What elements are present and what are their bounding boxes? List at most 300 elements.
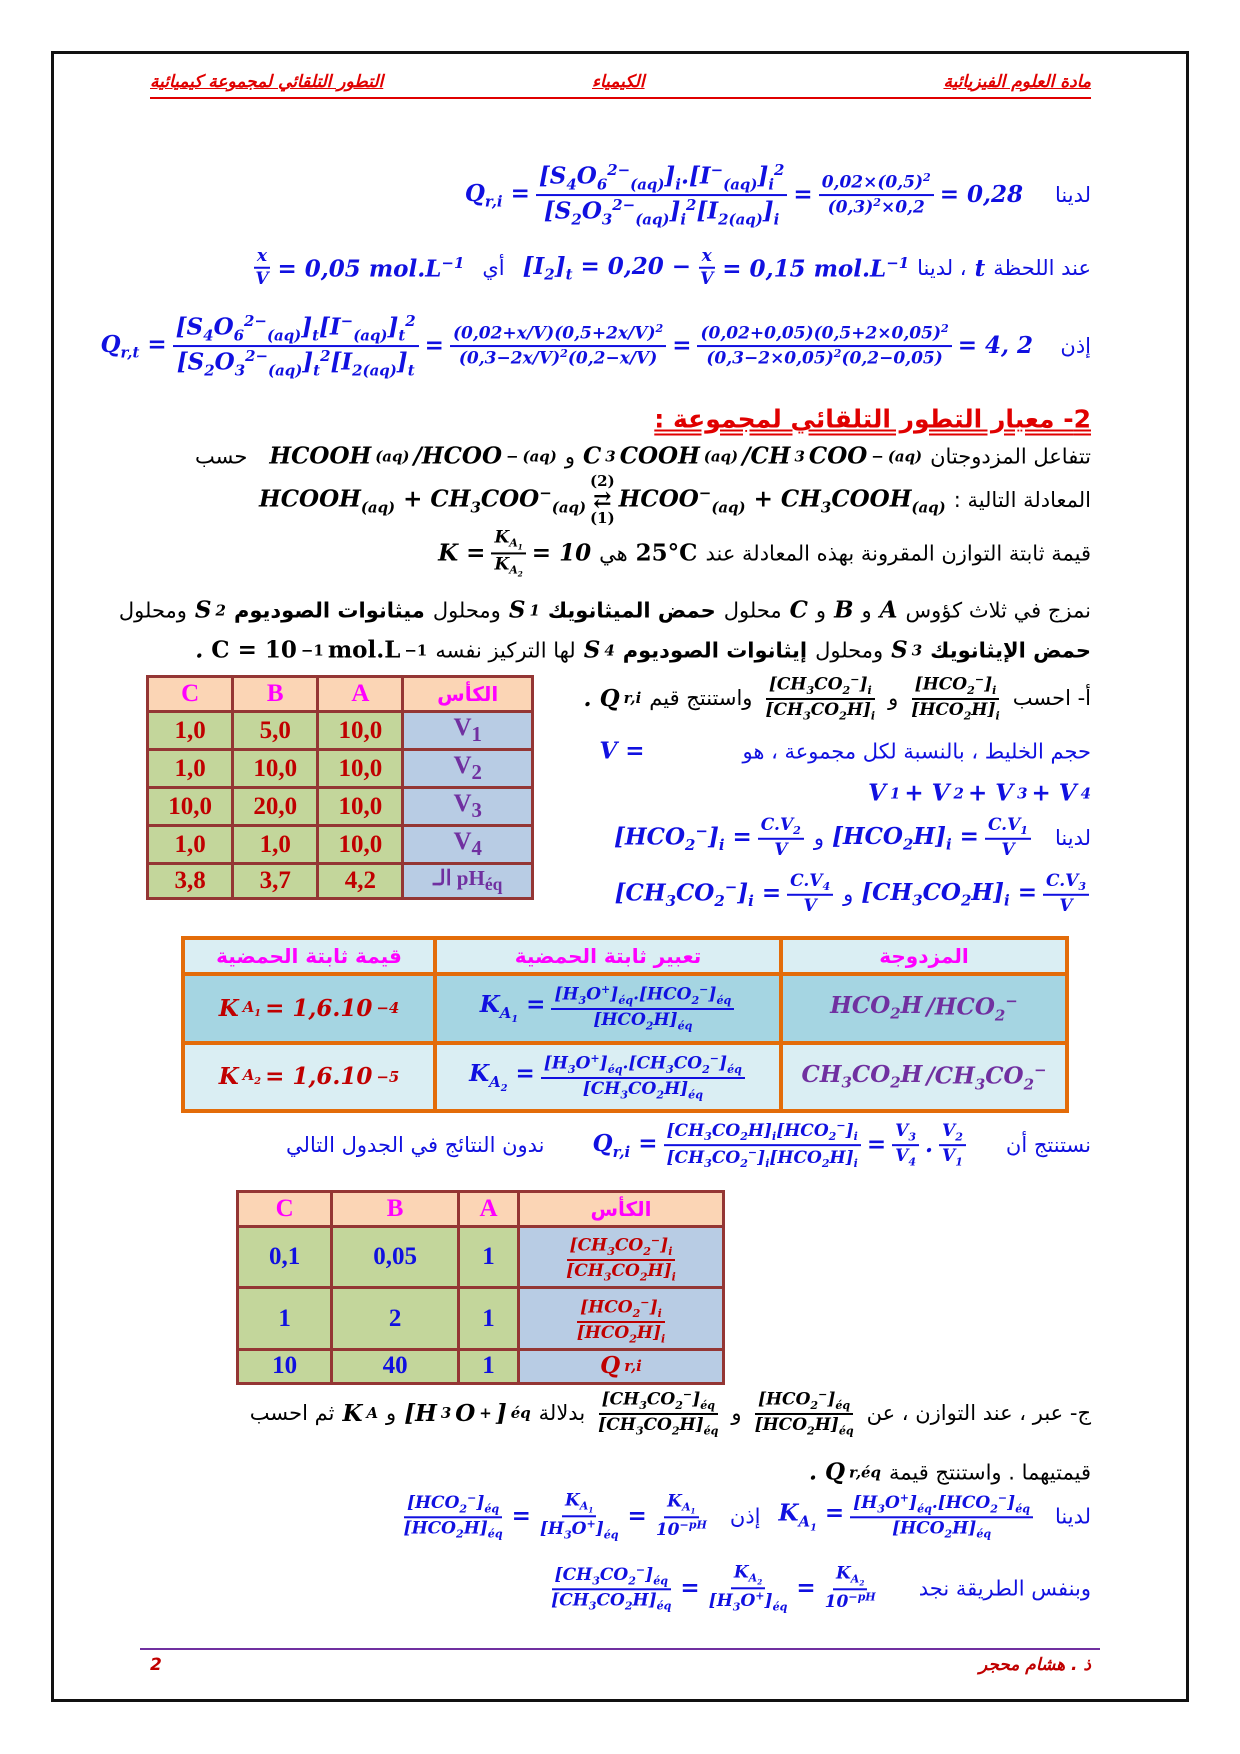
cell: 0,05 — [332, 1227, 459, 1288]
row-label: $V_2$ — [403, 750, 533, 788]
header-cell: الكأس — [403, 677, 533, 712]
cell: 1,0 — [233, 826, 318, 864]
label: إذن — [1060, 334, 1091, 358]
equals: = — [511, 1502, 531, 1530]
denominator: $[S_2O_3^{2-}_{(aq)}]_t^2[I_{2(aq)}]_t$ — [176, 347, 415, 380]
paragraph-equation — [259, 474, 1091, 526]
s1: S 1 — [508, 596, 540, 624]
fraction — [173, 312, 419, 380]
text: . — [583, 684, 592, 712]
question-c — [250, 1388, 1091, 1438]
text: حسب — [195, 444, 248, 468]
denominator: V — [255, 269, 269, 289]
question-c-2 — [809, 1459, 1091, 1486]
header-cell: A — [459, 1192, 519, 1227]
base: $/CH_3CO_2^-$ — [926, 1060, 1047, 1093]
header-rule — [150, 97, 1091, 99]
cell: 40 — [332, 1349, 459, 1383]
fraction — [908, 673, 1002, 723]
numerator: $[HCO_2^-]_{éq}$ — [404, 1491, 502, 1518]
table-row — [148, 750, 533, 788]
text: لدينا — [1054, 826, 1091, 850]
cell: 10 — [238, 1349, 332, 1383]
couple-cell — [781, 1043, 1067, 1112]
qrt-formula — [100, 312, 1033, 380]
fraction — [819, 171, 934, 219]
numerator: $0,02\times(0,5)^2$ — [819, 171, 934, 196]
expr: $[I_2]_t = 0,20$ − — [522, 252, 692, 284]
text: و — [813, 826, 824, 850]
cell: 1,0 — [148, 750, 233, 788]
numerator: $C.V_2$ — [758, 815, 804, 840]
base: $/HCO_2^-$ — [926, 992, 1018, 1025]
text: ومحلول — [815, 638, 884, 662]
fraction — [563, 1234, 679, 1284]
fraction — [548, 1563, 674, 1613]
sodium-methanoate: ميثانوات الصوديوم — [233, 598, 425, 622]
row-label — [519, 1349, 724, 1383]
text: . — [808, 1458, 817, 1486]
expression-cell — [435, 974, 781, 1043]
beaker-b: B — [834, 596, 854, 624]
q-symbol: $Q_{r,i}$ = — [464, 179, 530, 211]
ratio — [561, 1234, 681, 1284]
text: ج- عبر ، عند التوازن ، عن — [866, 1401, 1091, 1425]
direction-2: (2) — [590, 472, 615, 490]
numerator: $V_3$ — [892, 1121, 919, 1146]
s3: S 3 — [891, 636, 923, 664]
qri: Q r,i — [599, 684, 642, 712]
numerator: $[CH_3CO_2^-]_i$ — [567, 1234, 676, 1261]
results-table — [236, 1190, 725, 1385]
ka-expression — [469, 1052, 747, 1102]
text: . — [195, 636, 204, 664]
expr: $[CH_3CO_2H]_i$ = — [861, 878, 1037, 910]
beaker-a: A — [879, 596, 898, 624]
cell: 1 — [459, 1227, 519, 1288]
numerator: $[S_4O_6^{2-}_{(aq)}]_t[I^-_{(aq)}]_t^2$ — [173, 312, 419, 347]
acid: $HCO_2H$ — [830, 992, 923, 1023]
numerator: $V_2$ — [939, 1121, 966, 1146]
text: أي — [482, 256, 505, 280]
k-symbol: K = — [438, 539, 486, 567]
text: واستنتج قيم — [649, 686, 753, 710]
denominator: $[HCO_2H]_i$ — [911, 699, 1000, 723]
value-cell — [183, 1043, 435, 1112]
fraction — [574, 1296, 668, 1346]
qrt-line — [100, 312, 1091, 380]
formula — [399, 1490, 712, 1541]
denominator: $[HCO_2H]_{éq}$ — [593, 1010, 693, 1033]
ethanoic-acid: حمض الإيثانويك — [930, 638, 1091, 662]
fraction — [985, 815, 1031, 861]
result: = 10 — [531, 539, 592, 567]
numerator: $K_{A_1}$ — [562, 1490, 596, 1517]
result: = 0,05 $mol.L^{-1}$ — [277, 253, 465, 283]
numerator: $C.V_3$ — [1043, 871, 1089, 896]
couple-cell — [781, 974, 1067, 1043]
direction-1: (1) — [590, 509, 615, 527]
ka-value: K $A_2$ = 1,6.10 −5 — [218, 1063, 400, 1091]
table-row — [238, 1227, 724, 1288]
dot: . — [925, 1131, 934, 1159]
volumes-table — [146, 675, 534, 900]
table-row — [238, 1349, 724, 1383]
denominator: V — [774, 839, 788, 860]
couple — [830, 992, 1018, 1024]
fraction — [787, 871, 833, 917]
ratio — [572, 1296, 670, 1346]
text: حجم الخليط ، بالنسبة لكل مجموعة ، هو — [742, 739, 1091, 763]
text: ومحلول — [432, 598, 501, 622]
denominator: $10^{-pH}$ — [824, 1589, 876, 1612]
row-label — [519, 1288, 724, 1349]
cell: 1,0 — [148, 712, 233, 750]
fraction — [752, 1388, 857, 1438]
text: و — [843, 882, 854, 906]
header-subject: مادة العلوم الفيزيائية — [943, 72, 1091, 92]
qreq: Q r,éq — [824, 1458, 881, 1486]
numerator: $[CH_3CO_2^-]_{éq}$ — [599, 1388, 718, 1415]
footer-author: ذ . هشام محجر — [978, 1655, 1091, 1675]
numerator: $[CH_3CO_2H]_i[HCO_2^-]_i$ — [664, 1119, 861, 1146]
fraction — [664, 1119, 861, 1171]
reactants: $HCOOH_{(aq)} + CH_3COO^-_{(aq)}$ — [259, 483, 587, 517]
numerator: $K_{A_1}$ — [664, 1491, 698, 1518]
ka-value: K $A_1$ = 1,6.10 −4 — [218, 994, 400, 1022]
denominator: $V_4$ — [895, 1146, 917, 1169]
cell: 10,0 — [318, 750, 403, 788]
numerator: $[H_3O^+]_{éq}.[CH_3CO_2^-]_{éq}$ — [541, 1052, 745, 1079]
text: ومحلول — [118, 598, 187, 622]
volume-line — [599, 738, 1091, 765]
cell: 1 — [238, 1288, 332, 1349]
fraction — [1043, 871, 1089, 917]
denominator: $V_1$ — [942, 1146, 963, 1169]
denominator: V — [1001, 839, 1015, 860]
cell: 10,0 — [318, 712, 403, 750]
text: أ- احسب — [1012, 686, 1091, 710]
conc-hco2-line — [614, 815, 1091, 861]
denominator: $[HCO_2H]_{éq}$ — [892, 1517, 992, 1541]
row-label: $V_3$ — [403, 788, 533, 826]
text: قيمة ثابتة التوازن المقرونة بهذه المعادلة عند — [705, 541, 1091, 565]
expression-cell — [435, 1043, 781, 1112]
ka1-line — [399, 1490, 1091, 1541]
temperature: 25°C — [635, 539, 698, 567]
table-row — [148, 788, 533, 826]
header-lesson: التطور التلقائي لمجموعة كيميائية — [150, 72, 384, 92]
couple-acetic: C 3 COOH (aq) /CH 3 COO − (aq) — [582, 442, 923, 470]
q-symbol: $Q_{r,i}$ = — [592, 1129, 658, 1161]
fraction — [401, 1491, 506, 1541]
fraction — [697, 246, 716, 291]
text: ندون النتائج في الجدول التالي — [286, 1133, 545, 1157]
text: و — [386, 1401, 397, 1425]
text: هي — [599, 541, 628, 565]
header-chemistry: الكيمياء — [592, 72, 645, 92]
formula — [546, 1562, 881, 1613]
equals: = — [796, 1574, 816, 1602]
text: و — [815, 598, 827, 622]
denominator: $[CH_3CO_2H]_{éq}$ — [598, 1414, 719, 1438]
numerator: $K_{A_1}$ — [491, 527, 525, 554]
numerator: $[S_4O_6^{2-}_{(aq)}]_i.[I^-_{(aq)}]_i^2$ — [536, 161, 788, 196]
row-label: $V_4$ — [403, 826, 533, 864]
equals: = — [866, 1131, 887, 1159]
fraction — [541, 1052, 745, 1102]
t-symbol: t — [974, 254, 986, 282]
denominator: $[HCO_2H]_{éq}$ — [754, 1414, 854, 1438]
table-row — [148, 826, 533, 864]
fraction — [252, 246, 271, 291]
paragraph-mix-2 — [195, 637, 1091, 664]
row-label — [519, 1227, 724, 1288]
conc-ch3co2-line — [615, 871, 1091, 917]
numerator: $[CH_3CO_2^-]_i$ — [766, 673, 875, 700]
text: و — [861, 598, 872, 622]
text: محلول — [723, 598, 782, 622]
header-cell: C — [238, 1192, 332, 1227]
header-cell: تعبير ثابتة الحمضية — [435, 938, 781, 974]
value-cell — [183, 974, 435, 1043]
denominator: $[H_3O^+]_{éq}$ — [539, 1516, 619, 1541]
denominator: $[CH_3CO_2^-]_i[HCO_2H]_i$ — [666, 1146, 858, 1171]
double-arrow-icon — [590, 474, 615, 526]
table-row — [238, 1288, 724, 1349]
text: و — [888, 686, 899, 710]
acid: $CH_3CO_2H$ — [801, 1060, 923, 1092]
concentration: C = 10 −1 mol.L −1 — [211, 636, 428, 664]
cell: 2 — [332, 1288, 459, 1349]
fraction — [595, 1388, 721, 1438]
fraction — [450, 322, 666, 370]
fraction — [706, 1562, 791, 1613]
formula — [861, 871, 1091, 917]
ka2-line — [546, 1562, 1091, 1613]
equals: = — [424, 332, 444, 360]
denominator: $K_{A_2}$ — [494, 554, 523, 579]
numerator: $[CH_3CO_2^-]_{éq}$ — [552, 1563, 671, 1590]
formula — [779, 1491, 1035, 1541]
row-label: $V_1$ — [403, 712, 533, 750]
text: قيمتيهما . واستنتج قيمة — [888, 1460, 1091, 1484]
fraction — [593, 1388, 723, 1438]
denominator: $[CH_3CO_2H]_{éq}$ — [551, 1589, 672, 1613]
numerator: $K_{A_2}$ — [833, 1563, 867, 1590]
table-row — [148, 712, 533, 750]
row-label: $pH_{éq}$ الـ — [403, 864, 533, 899]
header-cell: المزدوجة — [781, 938, 1067, 974]
ka: K A — [342, 1399, 379, 1427]
reaction-equation — [259, 474, 946, 526]
qri-formula — [465, 161, 1023, 229]
cell: 0,1 — [238, 1227, 332, 1288]
numerator: $(0,02+0,05)(0,5+2\times 0,05)^2$ — [697, 322, 951, 347]
text: نمزج في ثلاث كؤوس — [905, 598, 1091, 622]
denominator: $[CH_3CO_2H]_{éq}$ — [582, 1078, 703, 1101]
denominator: $(0,3-2\times 0,05)^2(0,2-0,05)$ — [706, 347, 943, 369]
denominator: V — [803, 895, 817, 916]
denominator: $(0,3)^2\times 0,2$ — [827, 196, 925, 218]
denominator: $(0,3-2x/V)^2(0,2-x/V)$ — [458, 347, 658, 369]
formula — [614, 815, 806, 861]
methanoic-acid: حمض الميثانويك — [547, 598, 716, 622]
cell: 3,8 — [148, 864, 233, 899]
v-symbol: V = — [599, 737, 645, 765]
fraction — [850, 1491, 1033, 1541]
cell: 3,7 — [233, 864, 318, 899]
numerator: $[HCO_2^-]_{éq}$ — [755, 1388, 853, 1415]
numerator: x — [254, 246, 270, 269]
denominator: $[CH_3CO_2H]_i$ — [765, 699, 876, 723]
text: بدلالة — [538, 1401, 586, 1425]
equals: = — [680, 1574, 700, 1602]
fraction — [758, 815, 804, 861]
s4: S 4 — [583, 636, 615, 664]
cell: 20,0 — [233, 788, 318, 826]
table-header-row — [148, 677, 533, 712]
fraction — [653, 1491, 710, 1540]
table-header-row — [183, 938, 1067, 974]
text: لها التركيز نفسه — [435, 638, 576, 662]
denominator: $[HCO_2H]_{éq}$ — [403, 1517, 503, 1541]
equals: = — [672, 332, 692, 360]
fraction-ch3co2 — [760, 673, 880, 723]
denominator: $[HCO_2H]_i$ — [576, 1322, 666, 1346]
couple — [801, 1061, 1046, 1093]
cell: 10,0 — [318, 826, 403, 864]
arrow: ⇄ — [593, 487, 612, 513]
table-row — [183, 974, 1067, 1043]
numerator: $C.V_4$ — [787, 871, 833, 896]
fraction — [537, 1490, 622, 1541]
k-symbol: $K_{A_1}$ = — [479, 991, 546, 1026]
text: و — [564, 444, 575, 468]
footer-rule — [140, 1648, 1100, 1650]
cell: 5,0 — [233, 712, 318, 750]
s2: S 2 — [194, 596, 226, 624]
beaker-c: C — [789, 596, 808, 624]
table-row — [183, 1043, 1067, 1112]
text: عند اللحظة — [993, 256, 1091, 280]
volume-sum — [868, 780, 1091, 807]
cell: 1 — [459, 1288, 519, 1349]
fraction — [750, 1388, 859, 1438]
couple-formic: HCOOH (aq) /HCOO − (aq) — [269, 442, 557, 470]
cell: 10,0 — [233, 750, 318, 788]
text: ، لدينا — [917, 256, 967, 280]
table-header-row — [238, 1192, 724, 1227]
deduce-line — [286, 1119, 1091, 1171]
result: = 4, 2 — [957, 332, 1033, 360]
fraction — [822, 1563, 879, 1612]
formula — [615, 871, 836, 917]
denominator: $10^{-pH}$ — [655, 1517, 707, 1540]
numerator: $K_{A_2}$ — [731, 1562, 765, 1589]
paragraph-k — [438, 527, 1091, 578]
numerator: $[H_3O^+]_{éq}.[HCO_2^-]_{éq}$ — [551, 983, 734, 1010]
expr: = 0,15 $mol.L^{-1}$ — [722, 253, 910, 283]
acidity-constants-table — [181, 936, 1069, 1113]
qri: Q r,i — [600, 1352, 642, 1380]
fraction — [892, 1121, 919, 1169]
denominator: V — [700, 269, 714, 289]
q-symbol: $Q_{r,t}$ = — [100, 330, 167, 362]
cell: 10,0 — [318, 788, 403, 826]
h3o: [H 3 O + ] éq — [404, 1399, 531, 1427]
xv-formula — [250, 246, 464, 291]
text: إذن — [729, 1503, 761, 1528]
sodium-ethanoate: إيثانوات الصوديوم — [622, 638, 808, 662]
products: $HCOO^-_{(aq)}$ + $CH_3COOH_{(aq)}$ — [618, 483, 946, 517]
expr: $[HCO_2H]_i$ = — [831, 822, 979, 854]
cell: 4,2 — [318, 864, 403, 899]
fraction — [939, 1121, 966, 1169]
numerator: $(0,02+x/V)(0,5+2x/V)^2$ — [450, 322, 666, 347]
denominator: $[S_2O_3^{2-}_{(aq)}]_i^2[I_{2(aq)}]_i$ — [543, 196, 780, 229]
fraction — [697, 322, 951, 370]
result: = 0,28 — [939, 181, 1023, 209]
equals: = — [793, 181, 813, 209]
fraction — [762, 673, 878, 723]
fraction — [491, 527, 525, 578]
header-cell: B — [332, 1192, 459, 1227]
qri-initial-line — [465, 161, 1091, 229]
text: لدينا — [1054, 1503, 1091, 1528]
k-symbol: $K_{A_2}$ = — [469, 1059, 535, 1094]
denominator: $[CH_3CO_2H]_i$ — [566, 1261, 676, 1284]
header-cell: B — [233, 677, 318, 712]
instant-t-line — [250, 246, 1091, 291]
header-cell: الكأس — [519, 1192, 724, 1227]
denominator: $[H_3O^+]_{éq}$ — [708, 1588, 788, 1613]
table-row — [148, 864, 533, 899]
k-symbol: $K_{A_1}$ = — [778, 1499, 845, 1533]
page-number: 2 — [150, 1655, 162, 1675]
fraction-hco2 — [906, 673, 1004, 723]
ka-expression — [480, 983, 736, 1033]
header-cell: قيمة ثابتة الحمضية — [183, 938, 435, 974]
qri-formula — [593, 1119, 968, 1171]
expr: $[CH_3CO_2^-]_i$ = — [614, 877, 782, 911]
i2-formula — [523, 246, 909, 291]
numerator: $[HCO_2^-]_i$ — [577, 1296, 665, 1323]
paragraph-mix — [119, 597, 1091, 624]
text: المعادلة التالية : — [953, 488, 1091, 512]
section-heading: 2- معيار التطور التلقائي لمجموعة : — [654, 404, 1091, 434]
denominator: V — [1059, 895, 1073, 916]
sum: V 1 + V 2 + V 3 + V 4 — [868, 779, 1091, 807]
fraction — [551, 983, 734, 1033]
fraction — [536, 161, 788, 229]
text: و — [731, 1401, 742, 1425]
question-a — [584, 673, 1091, 723]
text: نستنتج أن — [1005, 1133, 1091, 1157]
text: تتفاعل المزدوجتان — [930, 444, 1091, 468]
equals: = — [627, 1502, 647, 1530]
numerator: x — [699, 246, 715, 269]
formula — [832, 815, 1033, 861]
text: ثم احسب — [249, 1401, 335, 1425]
numerator: $C.V_1$ — [985, 815, 1031, 840]
expr: $[HCO_2^-]_i$ = — [614, 821, 752, 855]
cell: 10,0 — [148, 788, 233, 826]
label: لدينا — [1054, 183, 1091, 207]
header-cell: A — [318, 677, 403, 712]
cell: 1 — [459, 1349, 519, 1383]
paragraph-couples — [195, 443, 1091, 470]
